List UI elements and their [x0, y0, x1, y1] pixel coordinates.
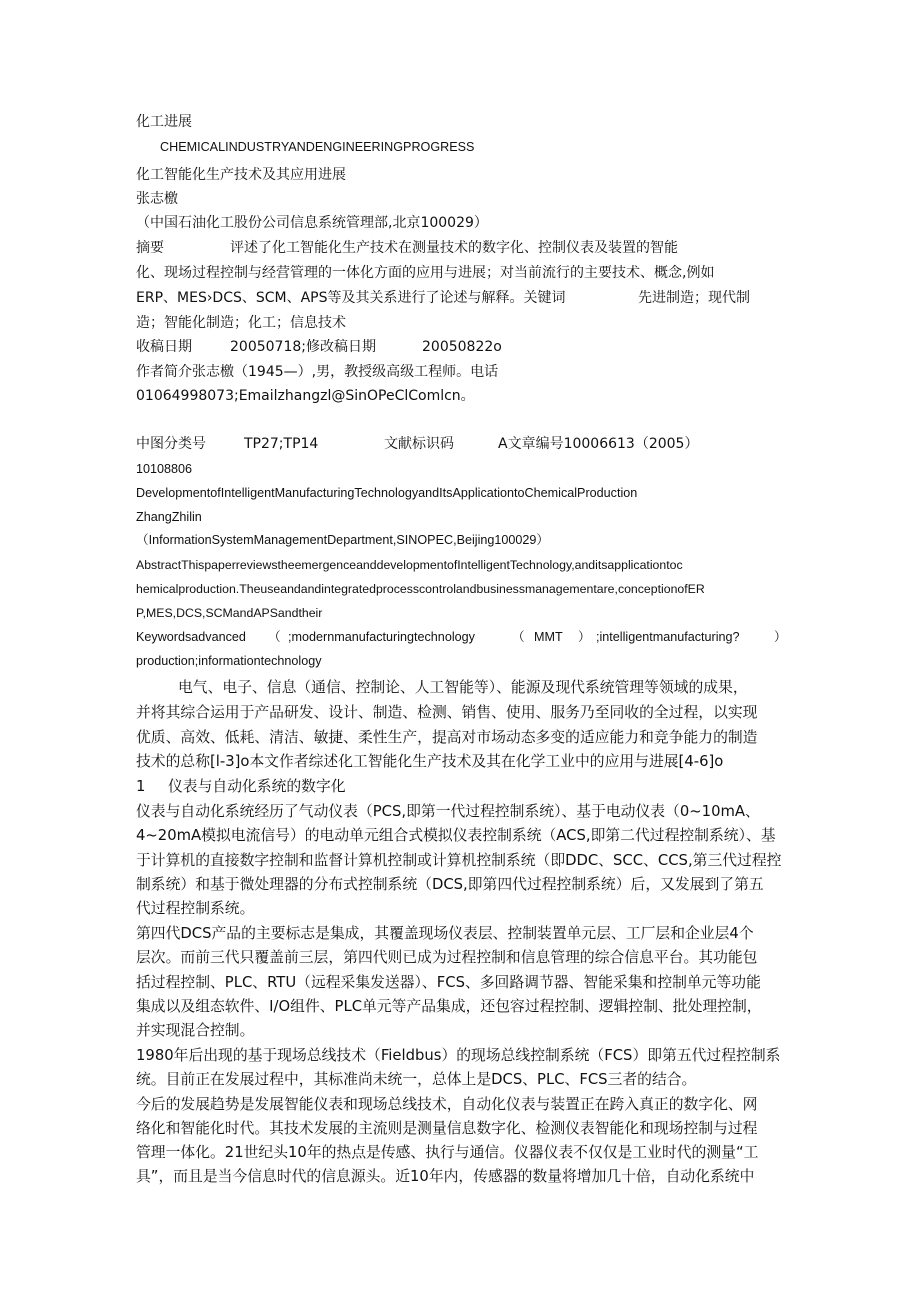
abstract-en-1: AbstractThispaperreviewstheemergenceanddevelopmentofIntelligentTechnology,anditsapplicationtoc: [136, 558, 683, 572]
journal-title-cn: 化工进展: [136, 114, 192, 130]
paragraph-1-line-5: 代过程控制系统。: [136, 900, 255, 917]
keywords-en-paren-1: （: [268, 630, 281, 644]
article-title-en: DevelopmentofIntelligentManufacturingTechnologyandItsApplicationtoChemicalProduction: [136, 486, 638, 500]
intro-line-4: 技术的总称[l-3]o本文作者综述化工智能化生产技术及其在化学工业中的应用与进展[4-6]o: [136, 753, 724, 770]
abstract-label: 摘要: [136, 240, 164, 256]
revised-date: 20050822o: [422, 339, 502, 355]
paragraph-1-line-4: 制系统）和基于微处理器的分布式控制系统（DCS,即第四代过程控制系统）后，又发展到了第五: [136, 876, 764, 893]
keywords-en-2: ;intelligentmanufacturing?: [596, 630, 740, 644]
paragraph-4-line-1: 今后的发展趋势是发展智能仪表和现场总线技术，自动化仪表与装置正在跨入真正的数字化、网: [136, 1096, 758, 1113]
paragraph-4-line-4: 具”，而且是当今信息时代的信息源头。近10年内，传感器的数量将增加几十倍，自动化系统中: [136, 1168, 755, 1185]
affiliation-cn: （中国石油化工股份公司信息系统管理部,北京100029）: [136, 215, 488, 231]
journal-title-en: CHEMICALINDUSTRYANDENGINEERINGPROGRESS: [160, 140, 475, 154]
keywords-en-paren-2: （: [512, 630, 525, 644]
abstract-line-2: 化、现场过程控制与经营管理的一体化方面的应用与进展；对当前流行的主要技术、概念,例如: [136, 265, 715, 281]
keywords-en-paren-4: ）: [774, 630, 787, 644]
author-bio-2: 01064998073;Emailzhangzl@SinOPeClComlcn。: [136, 388, 475, 404]
abstract-en-2: hemicalproduction.Theuseandandintegratedprocesscontrolandbusinessmanagementare,conceptionofER: [136, 582, 705, 596]
clc-value: TP27;TP14: [244, 436, 319, 452]
received-date: 20050718;修改稿日期: [230, 339, 376, 355]
paragraph-2-line-2: 层次。而前三代只覆盖前三层，第四代则已成为过程控制和信息管理的综合信息平台。其功能包: [136, 949, 758, 966]
intro-line-2: 并将其综合运用于产品研发、设计、制造、检测、销售、使用、服务乃至同收的全过程，以实现: [136, 704, 758, 721]
author-bio-1: 作者简介张志檄（1945—）,男，教授级高级工程师。电话: [136, 364, 499, 380]
keywords-en-label: Keywordsadvanced: [136, 630, 246, 644]
author-cn: 张志檄: [136, 191, 178, 207]
keywords-en-3: production;informationtechnology: [136, 654, 322, 668]
paragraph-1-line-1: 仪表与自动化系统经历了气动仪表（PCS,即第一代过程控制系统）、基于电动仪表（0~10mA、: [136, 803, 760, 820]
affiliation-en: （InformationSystemManagementDepartment,SINOPEC,Beijing100029）: [136, 533, 549, 547]
section-number: 1: [136, 778, 146, 795]
section-heading: 仪表与自动化系统的数字化: [168, 778, 346, 795]
abstract-line-1: 评述了化工智能化生产技术在测量技术的数字化、控制仪表及装置的智能: [230, 240, 678, 256]
intro-line-1: 电气、电子、信息（通信、控制论、人工智能等）、能源及现代系统管理等领域的成果，: [178, 679, 748, 696]
keywords-en-1: ;modernmanufacturingtechnology: [288, 630, 475, 644]
paragraph-2-line-5: 并实现混合控制。: [136, 1022, 255, 1039]
abstract-line-3: ERP、MES›DCS、SCM、APS等及其关系进行了论述与解释。关键词: [136, 290, 566, 306]
paragraph-4-line-3: 管理一体化。21世纪头10年的热点是传感、执行与通信。仪器仪表不仅仅是工业时代的测量“工: [136, 1144, 759, 1161]
keywords-cn-start: 先进制造；现代制: [638, 290, 750, 306]
paragraph-3-line-2: 统。目前正在发展过程中，其标准尚未统一，总体上是DCS、PLC、FCS三者的结合。: [136, 1071, 697, 1088]
author-en: ZhangZhilin: [136, 510, 202, 524]
article-number: 10108806: [136, 462, 193, 476]
clc-label: 中图分类号: [136, 436, 206, 452]
paragraph-1-line-3: 于计算机的直接数字控制和监督计算机控制或计算机控制系统（即DDC、SCC、CCS,第三代过程控: [136, 852, 782, 869]
keywords-cn: 造；智能化制造；化工；信息技术: [136, 315, 346, 331]
paragraph-2-line-4: 集成以及组态软件、I/O组件、PLC单元等产品集成，还包容过程控制、逻辑控制、批处理控制，: [136, 998, 762, 1015]
paragraph-1-line-2: 4~20mA模拟电流信号）的电动单元组合式模拟仪表控制系统（ACS,即第二代过程控制系统）、基: [136, 827, 776, 844]
abstract-en-3: P,MES,DCS,SCMandAPSandtheir: [136, 606, 323, 620]
keywords-en-mmt: MMT: [534, 630, 563, 644]
received-label: 收稿日期: [136, 339, 192, 355]
article-title-cn: 化工智能化生产技术及其应用进展: [136, 167, 346, 183]
paragraph-4-line-2: 络化和智能化时代。其技术发展的主流则是测量信息数字化、检测仪表智能化和现场控制与过程: [136, 1120, 758, 1137]
doc-code-label: 文献标识码: [384, 436, 454, 452]
intro-line-3: 优质、高效、低耗、清洁、敏捷、柔性生产，提高对市场动态多变的适应能力和竞争能力的制造: [136, 729, 758, 746]
paragraph-2-line-1: 第四代DCS产品的主要标志是集成，其覆盖现场仪表层、控制装置单元层、工厂层和企业层4个: [136, 925, 754, 942]
keywords-en-paren-3: ）: [578, 630, 591, 644]
paragraph-2-line-3: 括过程控制、PLC、RTU（远程采集发送器）、FCS、多回路调节器、智能采集和控制单元等功能: [136, 974, 761, 991]
doc-code-value: A文章编号10006613（2005）: [498, 436, 699, 452]
paragraph-3-line-1: 1980年后出现的基于现场总线技术（Fieldbus）的现场总线控制系统（FCS）即第五代过程控制系: [136, 1047, 781, 1064]
